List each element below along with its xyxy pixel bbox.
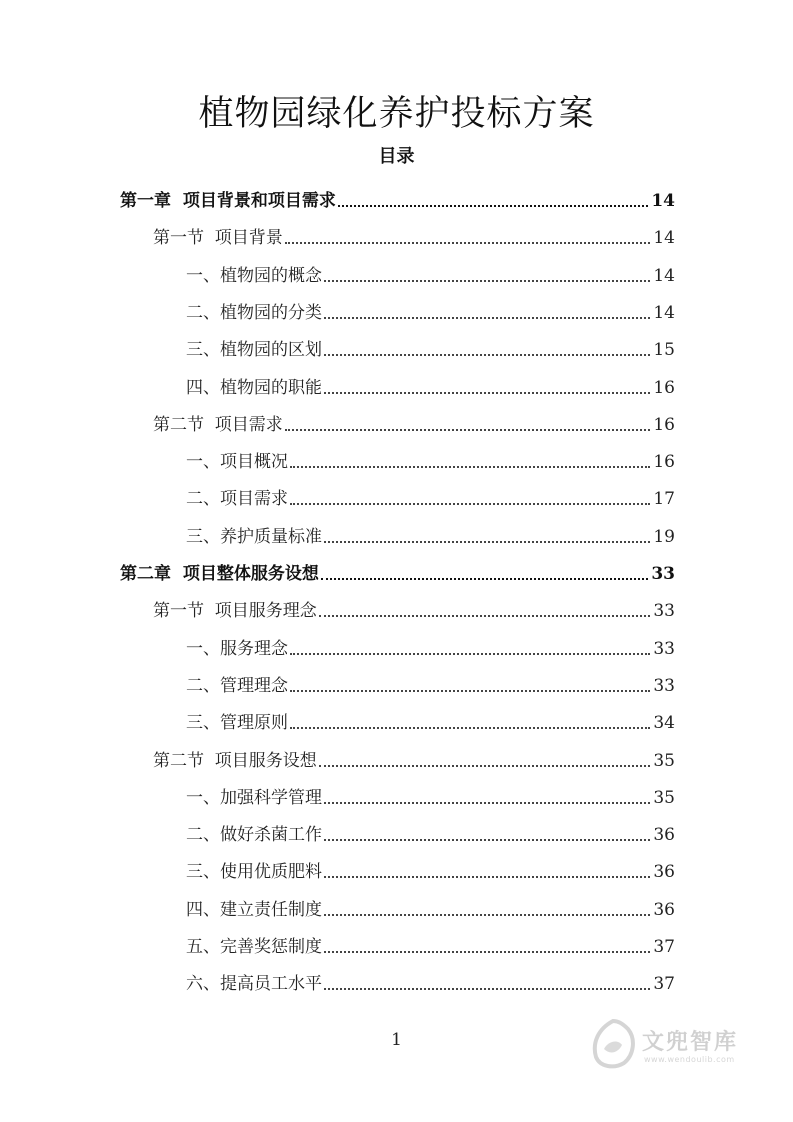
toc-entry-title: 三、使用优质肥料 xyxy=(186,862,322,882)
toc-entry-page: 33 xyxy=(653,639,675,659)
toc-subsection-entry[interactable] xyxy=(186,293,675,325)
watermark-name: 文兜智库 xyxy=(642,1030,739,1055)
toc-dot-leader xyxy=(324,875,650,878)
toc-entry-page: 14 xyxy=(653,228,675,248)
toc-entry-title: 第一节 项目背景 xyxy=(153,228,283,248)
toc-subsection-entry[interactable] xyxy=(186,368,675,400)
toc-subsection-entry[interactable] xyxy=(186,815,675,847)
toc-subsection-entry[interactable] xyxy=(186,256,675,288)
toc-entry-title: 一、服务理念 xyxy=(186,639,288,659)
toc-entry-page: 33 xyxy=(653,676,675,696)
toc-heading: 目录 xyxy=(378,146,415,167)
toc-entry-page: 35 xyxy=(653,788,675,808)
toc-dot-leader xyxy=(285,428,651,431)
toc-entry-title: 三、植物园的区划 xyxy=(186,340,322,360)
toc-section-entry[interactable] xyxy=(153,741,675,773)
toc-entry-title: 二、管理理念 xyxy=(186,676,288,696)
toc-entry-title: 一、加强科学管理 xyxy=(186,788,322,808)
toc-entry-title: 二、项目需求 xyxy=(186,489,288,509)
toc-subsection-entry[interactable] xyxy=(186,964,675,996)
toc-entry-page: 37 xyxy=(653,974,675,994)
toc-entry-page: 16 xyxy=(653,452,675,472)
toc-section-entry[interactable] xyxy=(153,591,675,623)
toc-entry-title: 三、管理原则 xyxy=(186,713,288,733)
toc-subsection-entry[interactable] xyxy=(186,442,675,474)
toc-entry-page: 33 xyxy=(651,564,675,584)
toc-dot-leader xyxy=(324,353,650,356)
wendou-logo-icon xyxy=(588,1019,638,1071)
toc-entry-page: 14 xyxy=(653,303,675,323)
toc-entry-page: 14 xyxy=(651,191,675,211)
toc-entry-page: 36 xyxy=(653,900,675,920)
toc-subsection-entry[interactable] xyxy=(186,330,675,362)
toc-subsection-entry[interactable] xyxy=(186,890,675,922)
toc-dot-leader xyxy=(324,279,650,282)
watermark-url: www.wendoulib.com xyxy=(644,1055,735,1064)
toc-entry-page: 16 xyxy=(653,415,675,435)
toc-entry-title: 第二节 项目需求 xyxy=(153,415,283,435)
toc-subsection-entry[interactable] xyxy=(186,629,675,661)
toc-entry-title: 第二章 项目整体服务设想 xyxy=(120,564,319,584)
toc-entry-page: 34 xyxy=(653,713,675,733)
toc-entry-page: 17 xyxy=(653,489,675,509)
toc-entry-title: 二、做好杀菌工作 xyxy=(186,825,322,845)
toc-subsection-entry[interactable] xyxy=(186,703,675,735)
toc-entry-page: 33 xyxy=(653,601,675,621)
toc-chapter-entry[interactable] xyxy=(120,554,675,586)
document-title: 植物园绿化养护投标方案 xyxy=(198,94,595,134)
toc-entry-page: 36 xyxy=(653,862,675,882)
toc-entry-title: 五、完善奖惩制度 xyxy=(186,937,322,957)
toc-dot-leader xyxy=(285,241,651,244)
toc-dot-leader xyxy=(324,913,650,916)
toc-subsection-entry[interactable] xyxy=(186,778,675,810)
toc-entry-page: 15 xyxy=(653,340,675,360)
toc-dot-leader xyxy=(324,987,650,990)
toc-entry-title: 三、养护质量标准 xyxy=(186,527,322,547)
toc-entry-title: 一、项目概况 xyxy=(186,452,288,472)
toc-dot-leader xyxy=(290,726,650,729)
toc-entry-title: 第一节 项目服务理念 xyxy=(153,601,317,621)
toc-entry-page: 14 xyxy=(653,266,675,286)
toc-entry-page: 16 xyxy=(653,378,675,398)
toc-entry-title: 第一章 项目背景和项目需求 xyxy=(120,191,336,211)
toc-dot-leader xyxy=(338,204,648,207)
toc-entry-title: 第二节 项目服务设想 xyxy=(153,751,317,771)
toc-entry-page: 19 xyxy=(653,527,675,547)
toc-dot-leader xyxy=(324,950,650,953)
toc-subsection-entry[interactable] xyxy=(186,927,675,959)
toc-dot-leader xyxy=(290,502,650,505)
toc-entry-page: 36 xyxy=(653,825,675,845)
toc-section-entry[interactable] xyxy=(153,405,675,437)
toc-entry-title: 四、建立责任制度 xyxy=(186,900,322,920)
toc-dot-leader xyxy=(324,838,650,841)
toc-dot-leader xyxy=(290,689,650,692)
toc-chapter-entry[interactable] xyxy=(120,181,675,213)
toc-section-entry[interactable] xyxy=(153,218,675,250)
watermark xyxy=(588,1015,748,1075)
toc-dot-leader xyxy=(324,316,650,319)
toc-subsection-entry[interactable] xyxy=(186,479,675,511)
toc-entry-title: 一、植物园的概念 xyxy=(186,266,322,286)
toc-dot-leader xyxy=(324,801,650,804)
toc-dot-leader xyxy=(290,652,650,655)
toc-entry-page: 37 xyxy=(653,937,675,957)
toc-dot-leader xyxy=(321,577,648,580)
page-number: 1 xyxy=(391,1030,402,1050)
toc-entry-title: 二、植物园的分类 xyxy=(186,303,322,323)
toc-subsection-entry[interactable] xyxy=(186,517,675,549)
toc-entry-page: 35 xyxy=(653,751,675,771)
toc-subsection-entry[interactable] xyxy=(186,666,675,698)
toc-dot-leader xyxy=(324,540,650,543)
toc-entry-title: 六、提高员工水平 xyxy=(186,974,322,994)
toc-subsection-entry[interactable] xyxy=(186,852,675,884)
toc-dot-leader xyxy=(324,391,650,394)
toc-dot-leader xyxy=(290,465,650,468)
toc-entry-title: 四、植物园的职能 xyxy=(186,378,322,398)
toc-dot-leader xyxy=(319,764,651,767)
toc-dot-leader xyxy=(319,614,651,617)
